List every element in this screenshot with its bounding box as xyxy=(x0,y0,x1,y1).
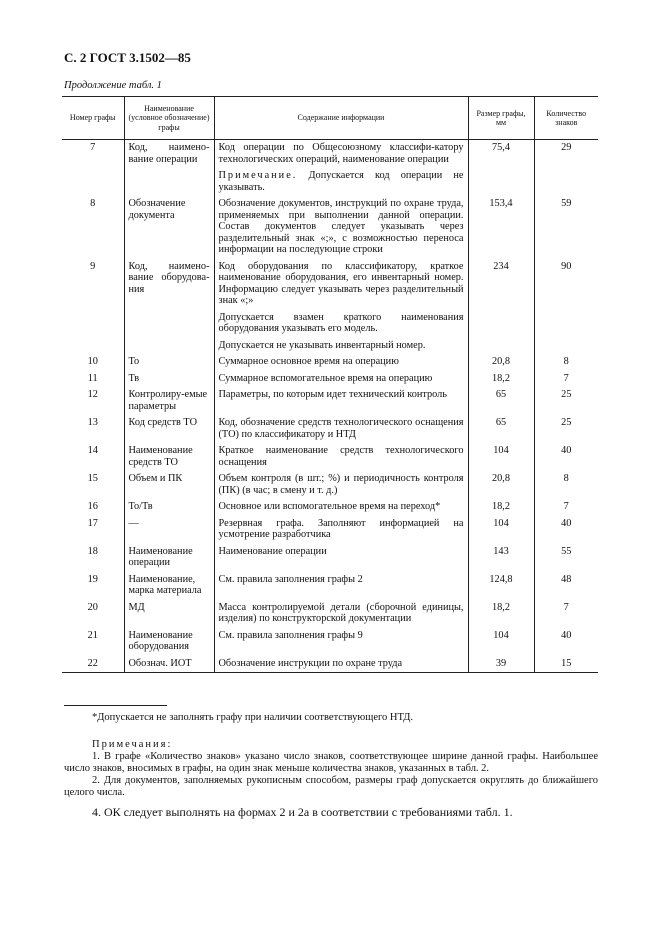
cell-qty: 8 xyxy=(534,471,598,499)
table-body xyxy=(62,140,598,673)
page-header: С. 2 ГОСТ 3.1502—85 xyxy=(64,50,191,65)
cell-content: Наименование операции xyxy=(214,544,468,572)
cell-content: Суммарное вспомогательное время на операцию xyxy=(214,371,468,388)
cell-content: Обозначение инструкции по охране труда xyxy=(214,656,468,673)
cell-size: 18,2 xyxy=(468,371,534,388)
cell-num: 7 xyxy=(90,142,96,153)
cell-qty: 7 xyxy=(534,371,598,388)
cell-qty xyxy=(534,310,598,338)
note-1: 1. В графе «Количество знаков» указано число знаков, соответствующее ширине данной графы. Наибольшее число знаков, вносимых в графы, на один знак меньше количества знаков, указанных в табл. 2. xyxy=(64,751,598,774)
cell-name: То/Тв xyxy=(124,499,214,516)
cell-num: 21 xyxy=(87,629,98,641)
cell-content: Основное или вспомогательное время на переход* xyxy=(214,499,468,516)
table-row xyxy=(62,443,598,471)
cell-content: Суммарное основное время на операцию xyxy=(214,354,468,371)
final-statement: 4. ОК следует выполнять на формах 2 и 2а в соответствии с требованиями табл. 1. xyxy=(92,805,513,819)
cell-size xyxy=(468,168,534,196)
cell-name xyxy=(124,168,214,196)
cell-name: Наименование средств ТО xyxy=(124,443,214,471)
cell-num: 16 xyxy=(87,501,98,512)
header-content: Содержание информации xyxy=(214,97,468,140)
header-name: Наименование (условное обозначение) графы xyxy=(124,97,214,140)
cell-num: 17 xyxy=(87,517,98,529)
cell-qty: 48 xyxy=(534,572,598,600)
cell-name: Код средств ТО xyxy=(124,415,214,443)
table-row xyxy=(62,544,598,572)
data-table xyxy=(62,96,598,673)
cell-qty: 25 xyxy=(534,387,598,415)
cell-size: 153,4 xyxy=(468,196,534,259)
footnote: *Допускается не заполнять графу при наличии соответствующего НТД. xyxy=(92,712,414,723)
table-row xyxy=(62,516,598,544)
cell-content xyxy=(214,168,468,196)
cell-content: Масса контролируемой детали (сборочной единицы, изделия) по конструкторской документации xyxy=(214,600,468,628)
cell-qty: 40 xyxy=(534,443,598,471)
table-row xyxy=(62,471,598,499)
cell-name: Наименование, марка материала xyxy=(124,572,214,600)
cell-content: Объем контроля (в шт.; %) и периодичность контроля (ПК) (в час; в смену и т. д.) xyxy=(214,471,468,499)
cell-qty: 8 xyxy=(534,354,598,371)
table-row xyxy=(62,600,598,628)
table-continuation-label: Продолжение табл. 1 xyxy=(64,80,162,91)
cell-name: Тв xyxy=(124,371,214,388)
cell-num: 14 xyxy=(87,445,98,456)
header-size: Размер графы, мм xyxy=(468,97,534,140)
table-row xyxy=(62,499,598,516)
cell-num xyxy=(62,168,124,196)
cell-qty: 15 xyxy=(534,656,598,673)
cell-size: 104 xyxy=(468,516,534,544)
table-row xyxy=(62,656,598,673)
cell-name: Наименование операции xyxy=(124,544,214,572)
cell-content: Код оборудования по классификатору, краткое наименование оборудования, его инвентарный номер. Информацию следует указывать через разделительный знак «;» xyxy=(214,259,468,310)
cell-qty: 7 xyxy=(534,499,598,516)
cell-num: 20 xyxy=(87,601,98,613)
table-row xyxy=(62,387,598,415)
cell-size: 20,8 xyxy=(468,354,534,371)
cell-num: 9 xyxy=(90,260,96,272)
table-row xyxy=(62,140,598,169)
cell-content: Резервная графа. Заполняют информацией на усмотрение разработчика xyxy=(214,516,468,544)
cell-qty: 59 xyxy=(534,196,598,259)
cell-num xyxy=(62,338,124,355)
cell-name: Обознач. ИОТ xyxy=(124,656,214,673)
note-2: 2. Для документов, заполняемых рукописным способом, размеры граф допускается округлять до ближайшего целого числа. xyxy=(64,775,598,798)
table-row xyxy=(62,310,598,338)
cell-num: 12 xyxy=(87,389,98,400)
cell-name: — xyxy=(124,516,214,544)
cell-name xyxy=(124,338,214,355)
cell-qty: 40 xyxy=(534,516,598,544)
cell-content: Краткое наименование средств технологического оснащения xyxy=(214,443,468,471)
table-row xyxy=(62,354,598,371)
table-row xyxy=(62,196,598,259)
cell-size: 20,8 xyxy=(468,471,534,499)
cell-num: 19 xyxy=(87,573,98,585)
cell-num: 22 xyxy=(62,656,124,673)
cell-qty: 7 xyxy=(534,600,598,628)
cell-qty: 29 xyxy=(534,140,598,169)
cell-name: Контролиру-емые параметры xyxy=(124,387,214,415)
cell-size: 104 xyxy=(468,628,534,656)
cell-name xyxy=(124,310,214,338)
cell-content: См. правила заполнения графы 9 xyxy=(214,628,468,656)
cell-qty: 55 xyxy=(534,544,598,572)
cell-content: Код операции по Общесоюзному классифи-катору технологических операций, наименование операции xyxy=(214,140,468,169)
table-header-row xyxy=(62,97,598,140)
cell-content: Код, обозначение средств технологического оснащения (ТО) по классификатору и НТД xyxy=(214,415,468,443)
header-num: Номер графы xyxy=(62,97,124,140)
cell-content: Допускается взамен краткого наименования оборудования указывать его модель. xyxy=(214,310,468,338)
cell-size xyxy=(468,310,534,338)
cell-num: 10 xyxy=(87,356,98,367)
table-row xyxy=(62,371,598,388)
table-row xyxy=(62,415,598,443)
header-qty: Количество знаков xyxy=(534,97,598,140)
table-row xyxy=(62,259,598,310)
cell-size: 65 xyxy=(468,387,534,415)
cell-num: 8 xyxy=(90,198,96,209)
footnote-divider xyxy=(64,705,167,706)
cell-qty: 40 xyxy=(534,628,598,656)
table-row xyxy=(62,168,598,196)
cell-size: 65 xyxy=(468,415,534,443)
cell-name: Наименование оборудования xyxy=(124,628,214,656)
cell-content: См. правила заполнения графы 2 xyxy=(214,572,468,600)
cell-content: Допускается не указывать инвентарный номер. xyxy=(214,338,468,355)
note-text: Допускается код операции не указывать. xyxy=(218,170,464,193)
cell-num: 13 xyxy=(87,417,98,428)
cell-num xyxy=(62,310,124,338)
table-row xyxy=(62,338,598,355)
cell-size: 143 xyxy=(468,544,534,572)
cell-size: 104 xyxy=(468,443,534,471)
cell-size: 18,2 xyxy=(468,499,534,516)
cell-name: Код, наимено-вание операции xyxy=(124,140,214,169)
cell-size: 124,8 xyxy=(468,572,534,600)
cell-qty xyxy=(534,168,598,196)
cell-content: Обозначение документов, инструкций по охране труда, применяемых при выполнении данной операции. Состав документов следует указывать через разделительный знак «;», с возможностью переноса информации на последующие строки xyxy=(214,196,468,259)
cell-content: Параметры, по которым идет технический контроль xyxy=(214,387,468,415)
cell-size: 39 xyxy=(468,656,534,673)
cell-qty xyxy=(534,338,598,355)
cell-num: 11 xyxy=(87,372,98,384)
table-row xyxy=(62,572,598,600)
cell-name: То xyxy=(124,354,214,371)
cell-name: Обозначение документа xyxy=(124,196,214,259)
notes-title: Примечания: xyxy=(92,739,173,750)
cell-size: 75,4 xyxy=(468,140,534,169)
cell-name: Код, наимено-вание оборудова-ния xyxy=(124,259,214,310)
cell-name: МД xyxy=(124,600,214,628)
cell-size: 18,2 xyxy=(468,600,534,628)
cell-num: 18 xyxy=(87,545,98,557)
table-row xyxy=(62,628,598,656)
cell-qty: 90 xyxy=(534,259,598,310)
cell-size xyxy=(468,338,534,355)
cell-qty: 25 xyxy=(534,415,598,443)
cell-num: 15 xyxy=(87,473,98,484)
cell-size: 234 xyxy=(468,259,534,310)
cell-name: Объем и ПК xyxy=(124,471,214,499)
note-label: Примечание. xyxy=(218,170,298,181)
